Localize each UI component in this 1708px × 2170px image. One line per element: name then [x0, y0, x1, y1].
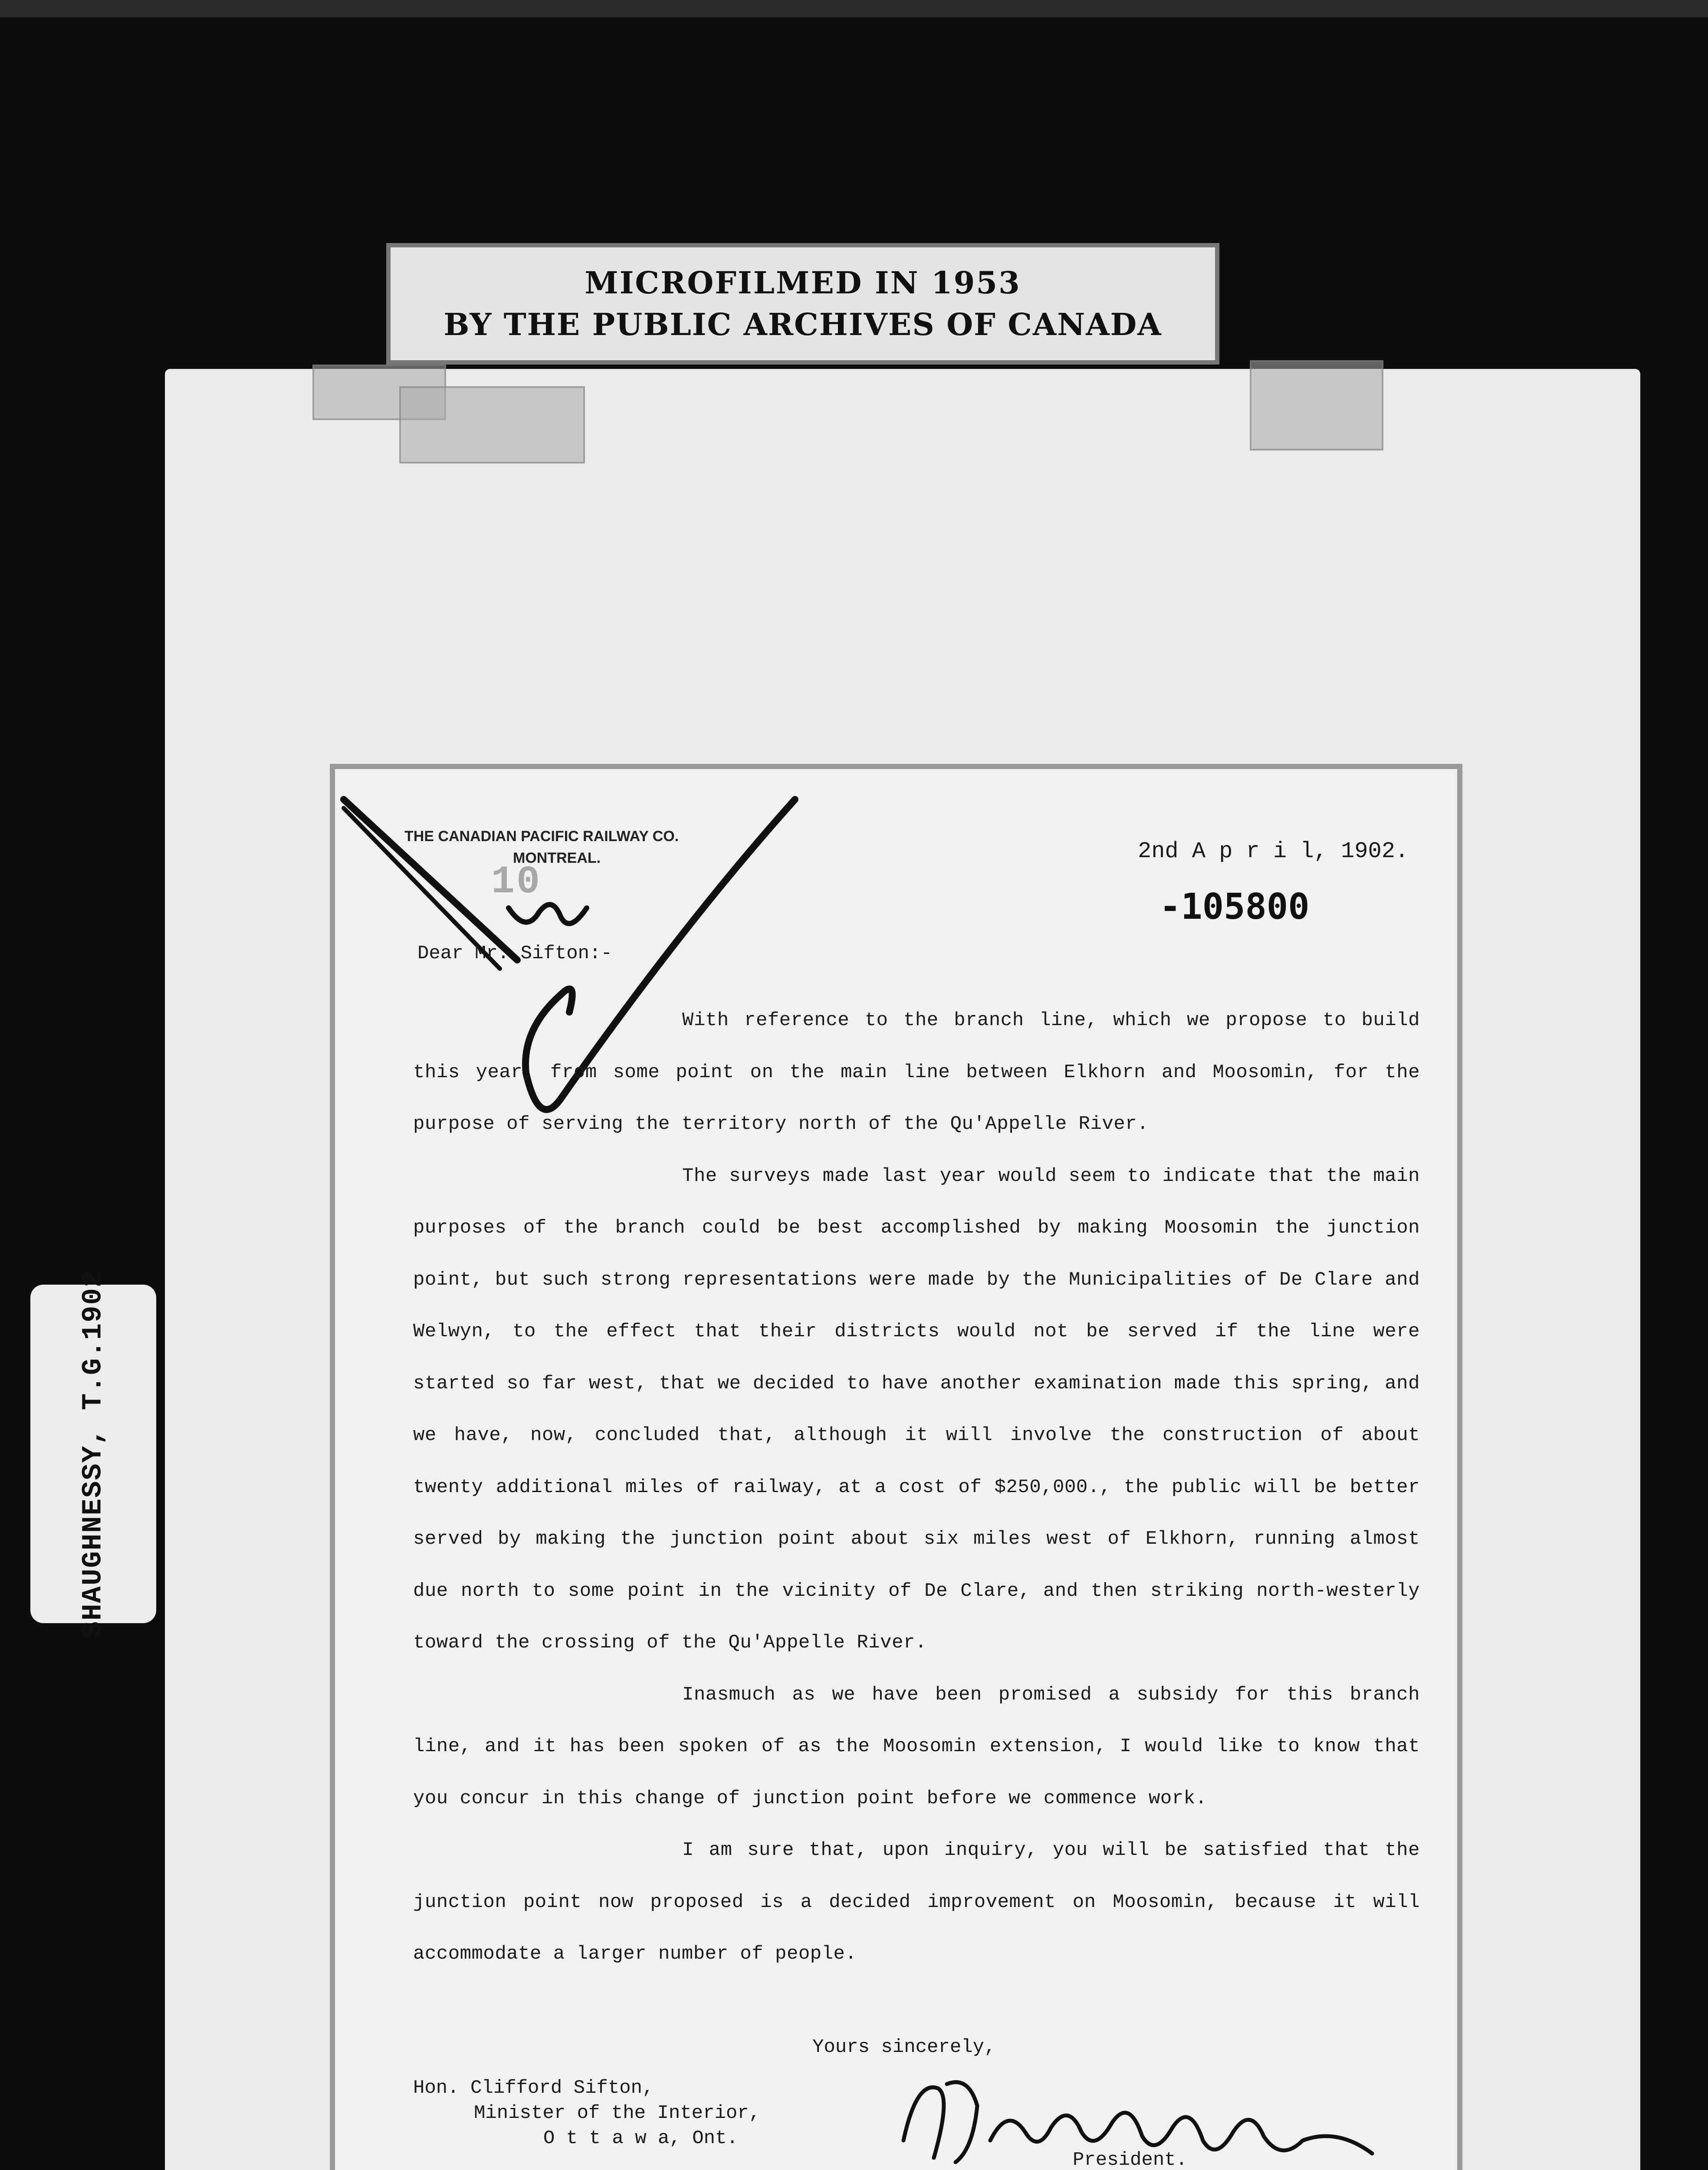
letterhead-city: MONTREAL.	[513, 850, 601, 866]
banner-line-2: BY THE PUBLIC ARCHIVES OF CANADA	[443, 306, 1162, 342]
letter-date: 2nd A p r i l, 1902.	[1138, 838, 1409, 864]
letter-body	[413, 995, 1420, 1980]
closing: Yours sincerely,	[812, 2036, 996, 2058]
paragraph-1: With reference to the branch line, which we propose to build this year, from some point on the main line between Elkhorn and Moosomin, for the purpose of serving the territory north of the Qu'Appelle River.	[413, 1009, 1420, 1135]
paragraph-3: Inasmuch as we have been promised a subsidy for this branch line, and it has been spoken of as the Moosomin extension, I would like to know that you concur in this change of junction point before we commence work.	[413, 1683, 1420, 1809]
addressee-line-2: Minister of the Interior,	[474, 2102, 761, 2124]
addressee-line-3: O t t a w a, Ont.	[543, 2127, 738, 2149]
film-edge-top	[0, 0, 1708, 17]
reference-number-stamp: -105800	[1159, 886, 1310, 927]
banner-line-1: MICROFILMED IN 1953	[585, 265, 1021, 301]
letterhead-company: THE CANADIAN PACIFIC RAILWAY CO.	[404, 828, 679, 845]
tape-top-left-2	[399, 386, 585, 464]
addressee-block	[413, 2075, 760, 2151]
microfilm-banner	[386, 243, 1219, 365]
salutation: Dear Mr. Sifton:-	[417, 943, 612, 964]
paragraph-4: I am sure that, upon inquiry, you will be satisfied that the junction point now proposed is a decided improvement on Moosomin, because it will accommodate a larger number of people.	[413, 1839, 1420, 1965]
signer-title: President.	[1073, 2149, 1188, 2170]
letter-page	[330, 764, 1462, 2170]
addressee-line-1: Hon. Clifford Sifton,	[413, 2077, 654, 2099]
faint-stamp: 10	[491, 860, 542, 904]
spine-label	[30, 1269, 156, 1638]
tape-top-right	[1250, 360, 1383, 450]
paragraph-2: The surveys made last year would seem to indicate that the main purposes of the branch could be best accomplished by making Moosomin the junction point, but such strong representations were made by the Municipalities of De Clare and Welwyn, to the effect that their districts would not be served if the line were started so far west, that we decided to have another examination made this spring, and we have, now, concluded that, although it will involve the construction of about twenty additional miles of railway, at a cost of $250,000., the public will be better served by making the junction point about six miles west of Elkhorn, running almost due north to some point in the vicinity of De Clare, and then striking north-westerly toward the crossing of the Qu'Appelle River.	[413, 1165, 1420, 1654]
spine-label-text: SHAUGHNESSY, T.G.1902	[78, 1269, 109, 1638]
